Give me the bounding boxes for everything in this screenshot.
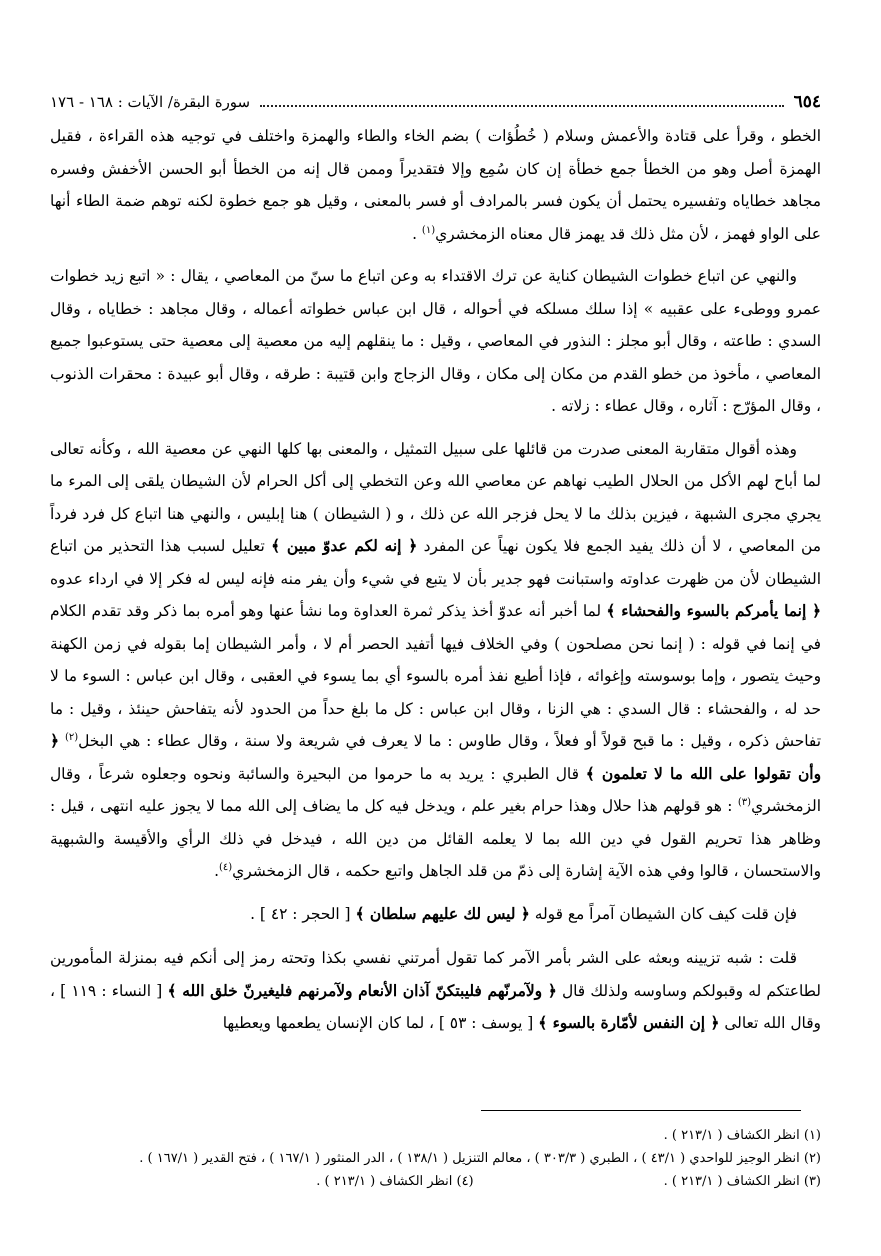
quran-quote: ﴿ وأن تقولوا على الله ما لا تعلمون ﴾ (50, 732, 821, 783)
page-header (50, 88, 821, 112)
paragraph-5 (50, 942, 821, 1040)
paragraph-text: . (214, 862, 219, 880)
paragraph-text: وهذه أقوال متقاربة المعنى صدرت من قائلها على سبيل التمثيل ، والمعنى بها كلها النهي عن معصية الله ، وكأنه تعالى لما أباح لهم الأكل من الحلال الطيب نهاهم عن معاصي الله وعن التخطي إلى أكل الحرام لأن الشيطان يلقى إلى المرء ما يجري مجرى الشبهة ، فيزين بذلك ما لا يحل فزجر الله عن ذلك ، و ( الشيطان ) هنا إبليس ، والنهي هنا اتباع كل فرد فرداً من المعاصي ، لا أن ذلك يفيد الجمع فلا يكون نهياً عن المفرد (50, 439, 821, 555)
quran-quote: ﴿ ولآمرنّهم فليبتكنّ آذان الأنعام ولآمرنهم فليغيرنّ خلق الله ﴾ (167, 981, 557, 1000)
quran-quote: ﴿ إنما يأمركم بالسوء والفحشاء ﴾ (606, 602, 821, 620)
paragraph-text: والنهي عن اتباع خطوات الشيطان كناية عن ترك الاقتداء به وعن اتباع ما سنّ من المعاصي ، يقال : « اتبع زيد خطوات عمرو ووطىء على عقبيه » إذا سلك مسلكه في أحواله ، قال ابن عباس خطواته أعماله ، وقال مجاهد : خطاياه ، وقال السدي : طاعته ، وقال أبو مجلز : النذور في المعاصي ، وقيل : ما ينقلهم إليه من معصية إلى معصية حتى يستوعبوا جميع المعاصي ، مأخوذ من خطو القدم من مكان إلى مكان ، وقال الزجاج وابن قتيبة : طرقه ، وقال أبو عبيدة : محقرات الذنوب ، وقال المؤرّج : آثاره ، وقال عطاء : زلاته . (50, 267, 821, 415)
footnote-ref-4: (٤) (218, 861, 233, 873)
quran-quote: ﴿ إن النفس لأمّارة بالسوء ﴾ (538, 1014, 720, 1032)
paragraph-3 (50, 433, 821, 888)
paragraph-text: قال الطبري : يريد به ما حرموا من البحيرة والسائبة ونحوه وجعلوه شرعاً ، وقال الزمخشري (50, 764, 821, 815)
footnote-1: (١) انظر الكشاف ( ٢١٣/١ ) . (663, 1128, 821, 1143)
paragraph-text: لما أخبر أنه عدوّ أخذ يذكر ثمرة العداوة وما نشأ عنها وهو أمره بما ذكر وقد تقدم الكلام في إنما في قوله : ( إنما نحن مصلحون ) وفي الخلاف فيها أتفيد الحصر أم لا ، وأمر الشيطان إما بقوله في زمن الكهنة وحيث يتصور ، وإما بوسوسته وإغوائه ، فإذا أطيع نفذ أمره بالسوء أي بما يسوء في العقبى ، وقال ابن عباس : السوء ما لا حد له ، والفحشاء : قال السدي : هي الزنا ، وقال ابن عباس : كل ما بلغ حداً من الحدود لأنه يتفاحش حينئذ ، وقيل : ما تفاحش ذكره ، وقيل : ما قبح قولاً أو فعلاً ، وقال طاوس : ما لا يعرف في شريعة ولا سنة ، وقال عطاء : هي البخل (50, 602, 821, 750)
footnote-ref-2: (٢) (64, 731, 79, 743)
footnote-2: (٢) انظر الوجيز للواحدي ( ٤٣/١ ) ، الطبري ( ٣٠٣/٣ ) ، معالم التنزيل ( ١٣٨/١ ) ، الدر المنثور ( ١٦٧/١ ) ، فتح القدير ( ١٦٧/١ ) . (139, 1151, 821, 1166)
paragraph-text: فإن قلت كيف كان الشيطان آمراً مع قوله (534, 904, 797, 923)
running-title: سورة البقرة/ الآيات : ١٦٨ - ١٧٦ (50, 93, 251, 111)
paragraph-text: قلت : شبه تزيينه وبعثه على الشر بأمر الآمر كما تقول أمرتني نفسي بكذا وتحته رمز إلى أنكم فيه بمنزلة المأمورين لطاعتكم له وقبولكم وساوسه ولذلك قال (50, 949, 821, 1000)
page-number: ٦٥٤ (793, 92, 821, 112)
paragraph-text: . (412, 224, 422, 243)
paragraph-1 (50, 120, 821, 250)
header-dotted-leader (260, 105, 783, 107)
paragraph-2 (50, 260, 821, 423)
paragraph-text: [ يوسف : ٥٣ ] ، لما كان الإنسان يطعمها ويعطيها (222, 1014, 534, 1032)
main-text (50, 120, 821, 1050)
footnote-3: (٣) انظر الكشاف ( ٢١٣/١ ) . (663, 1174, 821, 1189)
footnote-4: (٤) انظر الكشاف ( ٢١٣/١ ) . (316, 1174, 474, 1189)
quran-quote: ﴿ ليس لك عليهم سلطان ﴾ (355, 904, 530, 923)
footnote-row (50, 1170, 821, 1193)
quran-quote: ﴿ إنه لكم عدوّ مبين ﴾ (271, 537, 418, 555)
paragraph-text: : هو قولهم هذا حلال وهذا حرام بغير علم ، ويدخل فيه كل ما يضاف إلى الله مما لا يجوز عليه انتهى ، قيل : وظاهر هذا تحريم القول في دين الله بما لا يعلمه القائل من دين الله ، فيدخل في ذلك الرأي والأقيسة والشبهية والاستحسان ، قالوا وفي هذه الآية إشارة إلى ذمّ من قلد الجاهل واتبع حكمه ، قال الزمخشري (50, 797, 821, 880)
footnote-separator (481, 1110, 801, 1111)
paragraph-text: تعليل لسبب هذا التحذير من اتباع الشيطان لأن من ظهرت عداوته واستبانت فهو جدير بأن لا يتبع في شيء وأن يفر منه فإنه ليس له فكر إلا في ارداء عدوه (50, 537, 821, 588)
paragraph-text: الخطو ، وقرأ على قتادة والأعمش وسلام ( خُطُؤات ) بضم الخاء والطاء والهمزة واختلف في توجيه هذه القراءة ، فقيل الهمزة أصل وهو من الخطأ جمع خطأة إن كان سُمِع وإلا فتقديراً وممن قال إنه من الخطأ أبو الحسن الأخفش وفسره مجاهد خطاياه وتفسيره يحتمل أن يكون فسر بالمرادف أو فسر بالمعنى ، وقيل هو جمع خطوة لكنه توهم ضمة الطاء أنها على الواو فهمز ، لأن مثل ذلك قد يهمز قال معناه الزمخشري (50, 127, 821, 243)
footnote-ref-3: (٣) (737, 796, 752, 808)
footnotes (50, 1124, 821, 1193)
paragraph-4 (50, 898, 821, 931)
paragraph-text: [ النساء : ١١٩ ] ، وقال الله تعالى (50, 981, 821, 1032)
paragraph-text: [ الحجر : ٤٢ ] . (250, 904, 351, 923)
footnote-ref-1: (١) (421, 224, 436, 236)
